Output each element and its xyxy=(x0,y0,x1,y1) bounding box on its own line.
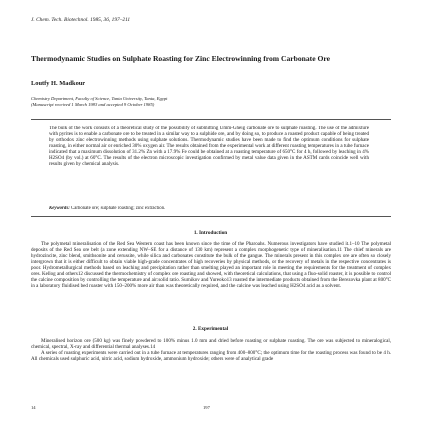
affiliation-block xyxy=(31,96,391,108)
keywords-label: Keywords: xyxy=(49,206,70,211)
author-name: Loutfy H. Madkour xyxy=(31,80,86,87)
section-heading-experimental: 2. Experimental xyxy=(192,326,229,332)
abstract-top-rule xyxy=(31,119,391,120)
section-heading-introduction: 1. Introduction xyxy=(193,230,228,236)
running-head: J. Chem. Tech. Biotechnol. 1985, 36, 197–211 xyxy=(31,17,131,23)
paragraph: A series of roasting experiments were carried out in a tube furnace at temperatures ranging from 400–800°C; the optimum time for the roasting process was found to be 4 h. All chemicals used sulphuric acid, nitric acid, sodium hydroxide, ammonium hydroxide; others were of analytical grade xyxy=(31,350,391,363)
article-title: Thermodynamic Studies on Sulphate Roasting for Zinc Electrowinning from Carbonate Ore xyxy=(31,54,330,63)
paragraph: Mineralised horizon ore (500 kg) was finely powdered to 100% minus 1.0 mm and dried before roasting or sulphate roasting. The ore was subjected to mineralogical, chemical, spectral, X-ray and differential thermal analyses.14 xyxy=(31,338,391,351)
footer-issn: 14 xyxy=(31,405,36,410)
abstract-bottom-rule xyxy=(31,216,391,217)
page-number: 197 xyxy=(203,405,210,410)
introduction-text xyxy=(31,241,391,289)
affiliation: Chemistry Department, Faculty of Science, Tanta University, Tanta, Egypt xyxy=(31,96,168,101)
keywords xyxy=(49,206,389,211)
keywords-text: Carbonate ore; sulphate roasting; zinc extraction. xyxy=(71,206,166,211)
paragraph: The polymetal mineralisation of the Red Sea Western coast has been known since the time of the Pharoahs. Numerous investigators have studied it.1–10 The polymetal deposits of the Red Sea ore belt (a zone extending NW–SE for a distance of 130 km) represent a complex morphogenetic type of mineralisation.11 The chief minerals are hydrozincite, zinc blend, smithsonite and cerussite, while silica and carbonates constitute the bulk of the gangue. The minerals present in this complex ore are often so closely intergrown that it is either difficult to obtain viable high-grade concentrates of high recoveries by physical methods, or the recovery of metals in the respective concentrates is poor. Hydrometallurgical methods based on leaching and precipitation rather than smelting played an important role in meeting the requirements for the treatment of complex ores. Kellog and others12 discussed the thermochemistry of complex ore roasting and showed, with theoretical calculations, that using a fluo-solid roaster, it is possible to control the calcine composition by controlling the temperature and air:solid ratio. Surnikov and Yureoko13 roasted the intermediate products obtained from the Berezovka plant at 800°C in a laboratory fluidised bed roaster with 150–200% more air than was theoretically required, and the calcine was leached using H2SO4 acid as a solvent. xyxy=(31,241,391,290)
manuscript-dates: (Manuscript received 1 March 1983 and accepted 9 October 1985) xyxy=(31,101,155,107)
abstract: The bulk of the work consists of a theoretical study of the possibility of submitting Umm-Gheig carbonate ore to sulphate roasting. The use of the admixture with pyrites is to enable a carbonate ore to be treated in a similar way to a sulphide ore, and by doing so, to produce a roasted product capable of being treated by orthodox zinc electrowinning methods using sulphate solutions. Thermodynamic studies have been made to find the optimum conditions for sulphate roasting, in either normal air or enriched 30% oxygen air. The results obtained from the experimental work at different roasting temperatures in a tube furnace indicated that a maximum dissolution of 31.2% Zn with a 17.9% Fe could be obtained at a roasting temperature of 650°C for 4 h, followed by leaching in 4% H2SO4 (by vol.) at 60°C. The results of the electron microscopic investigation confirmed by metal value data given in the ASTM cards coincide well with results given by chemical analysis. xyxy=(49,126,369,167)
experimental-text xyxy=(31,338,391,362)
